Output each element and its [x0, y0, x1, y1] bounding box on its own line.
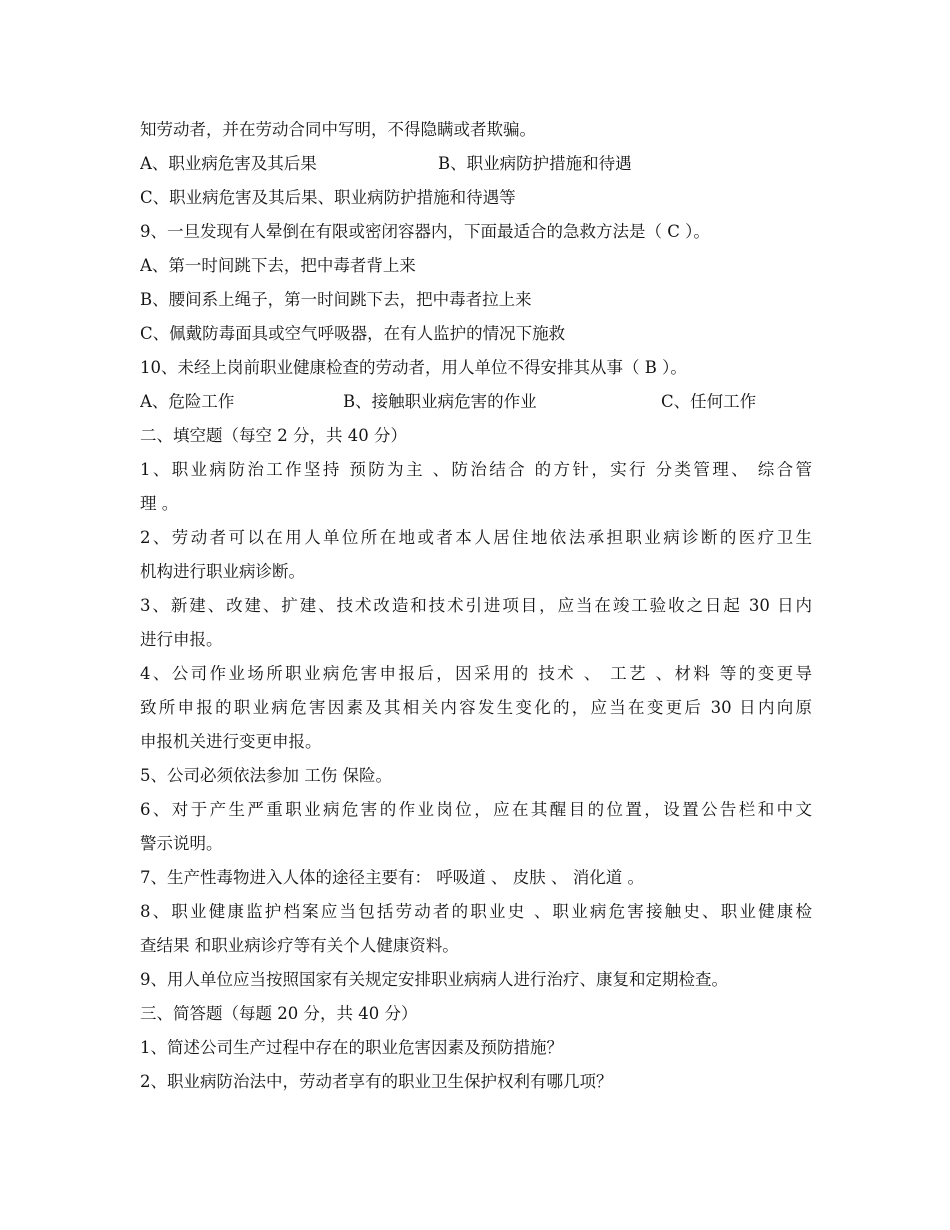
fill-item-2-line-1: 2、劳动者可以在用人单位所在地或者本人居住地依法承担职业病诊断的医疗卫生 [140, 528, 812, 547]
question-8-stem-end: 知劳动者，并在劳动合同中写明，不得隐瞒或者欺骗。 [140, 120, 536, 139]
fill-item-4-line-2: 致所申报的职业病危害因素及其相关内容发生变化的，应当在变更后 30 日内向原 [140, 698, 812, 717]
fill-item-3-line-1: 3、新建、改建、扩建、技术改造和技术引进项目，应当在竣工验收之日起 30 日内 [140, 596, 812, 615]
fill-item-5-line-1: 5、公司必须依法参加 工伤 保险。 [140, 766, 392, 785]
fill-item-8 [140, 895, 812, 963]
fill-item-2 [140, 521, 812, 589]
question-10-stem: 10、未经上岗前职业健康检查的劳动者，用人单位不得安排其从事（ B ）。 [140, 358, 687, 377]
fill-item-1 [140, 453, 812, 521]
short-answer-1: 1、简述公司生产过程中存在的职业危害因素及预防措施？ [140, 1038, 563, 1057]
document-body [140, 113, 812, 1099]
fill-item-6-line-2: 警示说明。 [140, 834, 223, 853]
question-10-option-c: C、任何工作 [661, 392, 757, 411]
question-9-option-a: A、第一时间跳下去，把中毒者背上来 [140, 256, 416, 275]
question-9-stem: 9、一旦发现有人晕倒在有限或密闭容器内，下面最适合的急救方法是（ C ）。 [140, 222, 710, 241]
fill-item-8-line-2: 查结果 和职业病诊疗等有关个人健康资料。 [140, 936, 459, 955]
question-8-option-b: B、职业病防护措施和待遇 [438, 154, 632, 173]
fill-item-7-line-1: 7、生产性毒物进入人体的途径主要有： 呼吸道 、 皮肤 、 消化道 。 [140, 868, 644, 887]
fill-item-4 [140, 657, 812, 759]
short-answer-2: 2、职业病防治法中，劳动者享有的职业卫生保护权利有哪几项？ [140, 1072, 613, 1091]
question-10-options [140, 385, 812, 419]
question-10-option-a: A、危险工作 [140, 392, 235, 411]
section-3-heading: 三、简答题（每题 20 分，共 40 分） [140, 1004, 418, 1023]
question-8-options-ab [140, 147, 812, 181]
fill-item-6 [140, 793, 812, 861]
question-8-option-a: A、职业病危害及其后果 [140, 154, 317, 173]
fill-item-1-line-1: 1、职业病防治工作坚持 预防为主 、防治结合 的方针，实行 分类管理、 综合管 [140, 460, 812, 479]
fill-item-3 [140, 589, 812, 657]
question-9-option-c: C、佩戴防毒面具或空气呼吸器，在有人监护的情况下施救 [140, 324, 566, 343]
question-9-option-b: B、腰间系上绳子，第一时间跳下去，把中毒者拉上来 [140, 290, 532, 309]
fill-item-4-line-1: 4、公司作业场所职业病危害申报后，因采用的 技术 、 工艺 、材料 等的变更导 [140, 664, 812, 683]
fill-item-6-line-1: 6、对于产生严重职业病危害的作业岗位，应在其醒目的位置，设置公告栏和中文 [140, 800, 812, 819]
question-10-option-b: B、接触职业病危害的作业 [343, 392, 537, 411]
fill-item-5 [140, 759, 812, 793]
fill-item-4-line-3: 申报机关进行变更申报。 [140, 732, 322, 751]
fill-item-7 [140, 861, 812, 895]
fill-item-2-line-2: 机构进行职业病诊断。 [140, 562, 305, 581]
fill-item-8-line-1: 8、职业健康监护档案应当包括劳动者的职业史 、职业病危害接触史、职业健康检 [140, 902, 812, 921]
question-8-option-c: C、职业病危害及其后果、职业病防护措施和待遇等 [140, 188, 516, 207]
section-2-heading: 二、填空题（每空 2 分，共 40 分） [140, 426, 407, 445]
fill-item-9 [140, 963, 812, 997]
fill-item-9-line-1: 9、用人单位应当按照国家有关规定安排职业病病人进行治疗、康复和定期检查。 [140, 970, 728, 989]
fill-item-3-line-2: 进行申报。 [140, 630, 223, 649]
fill-item-1-line-2: 理 。 [140, 494, 179, 513]
